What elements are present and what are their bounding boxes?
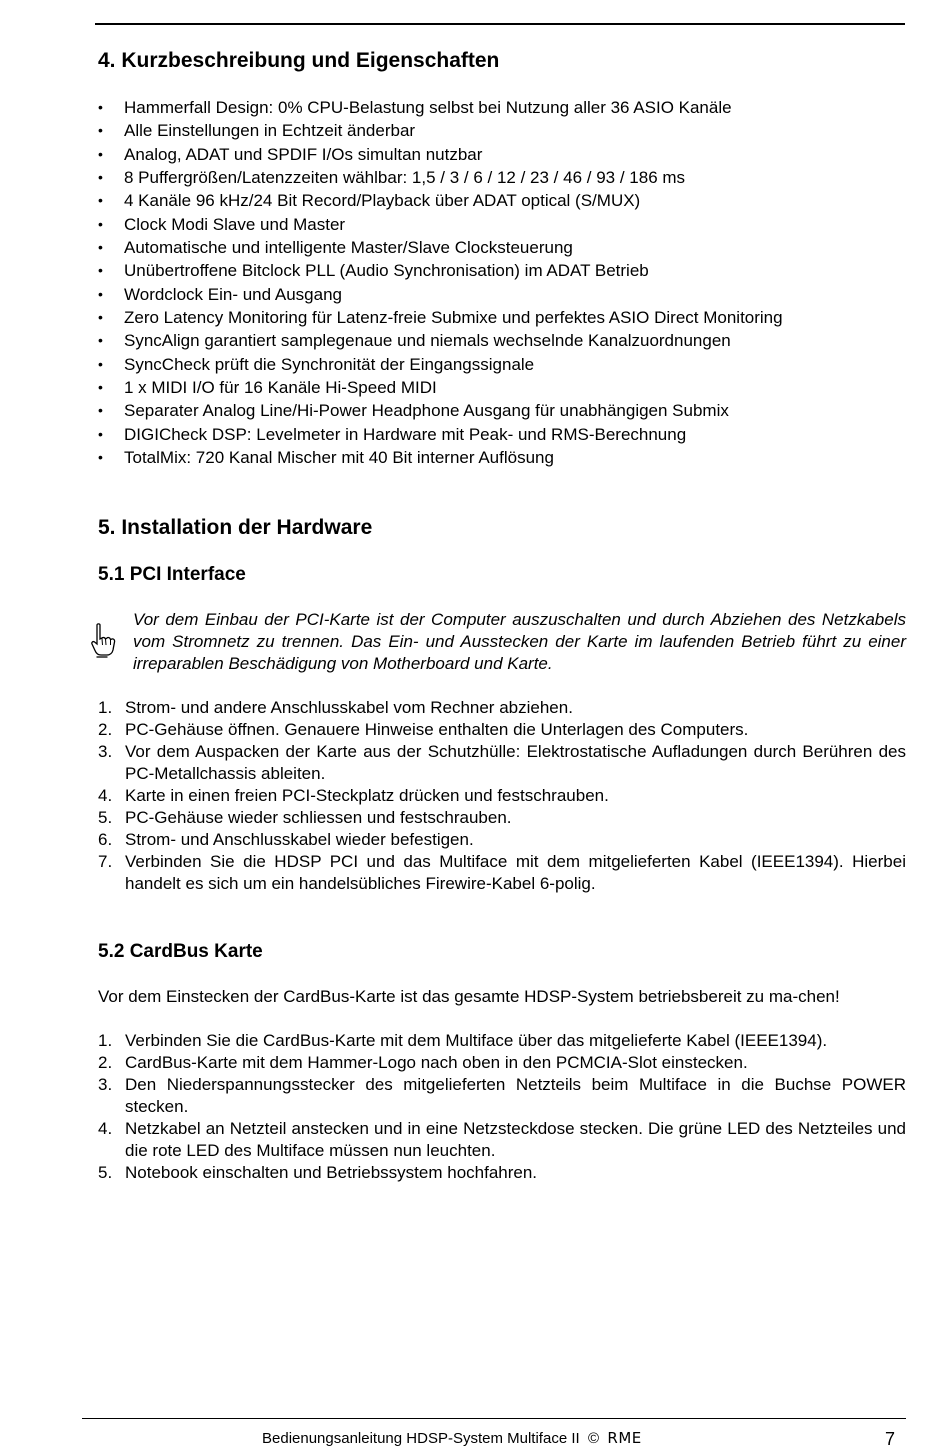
footer-text	[262, 1428, 642, 1449]
feature-item: • TotalMix: 720 Kanal Mischer mit 40 Bit interner Auflösung	[98, 446, 906, 469]
feature-item: • Separater Analog Line/Hi-Power Headphone Ausgang für unabhängigen Submix	[98, 399, 906, 422]
feature-item: • Zero Latency Monitoring für Latenz-freie Submixe und perfektes ASIO Direct Monitoring	[98, 306, 906, 329]
feature-item: • DIGICheck DSP: Levelmeter in Hardware mit Peak- und RMS-Berechnung	[98, 423, 906, 446]
step-text: PC-Gehäuse öffnen. Genauere Hinweise enthalten die Unterlagen des Computers.	[125, 719, 749, 739]
step-item	[98, 829, 906, 851]
step-text: Strom- und andere Anschlusskabel vom Rechner abziehen.	[125, 697, 573, 717]
step-number: 5.	[98, 807, 113, 827]
footer-rule	[82, 1418, 906, 1419]
step-text: Notebook einschalten und Betriebssystem hochfahren.	[125, 1162, 538, 1182]
warning-note-text: Vor dem Einbau der PCI-Karte ist der Computer auszuschalten und durch Abziehen des Netzkabels vom Stromnetz zu trennen. Das Ein- und Ausstecken der Karte im laufenden Betrieb führt zu einer irreparablen Beschädigung von Motherboard und Karte.	[133, 609, 906, 673]
feature-item: • SyncAlign garantiert samplegenaue und niemals wechselnde Kanalzuordnungen	[98, 329, 906, 352]
step-number: 5.	[98, 1162, 113, 1182]
step-text: CardBus-Karte mit dem Hammer-Logo nach oben in den PCMCIA-Slot einstecken.	[125, 1052, 748, 1072]
feature-list	[98, 96, 906, 470]
section-5-heading: 5. Installation der Hardware	[98, 515, 373, 539]
step-number: 1.	[98, 697, 113, 717]
step-item	[98, 851, 906, 895]
step-number: 3.	[98, 741, 113, 761]
step-text: Karte in einen freien PCI-Steckplatz drücken und festschrauben.	[125, 785, 609, 805]
step-item	[98, 741, 906, 785]
feature-item: • 8 Puffergrößen/Latenzzeiten wählbar: 1,5 / 3 / 6 / 12 / 23 / 46 / 93 / 186 ms	[98, 166, 906, 189]
section-4-heading: 4. Kurzbeschreibung und Eigenschaften	[98, 49, 500, 72]
section-5-1-heading: 5.1 PCI Interface	[98, 563, 246, 585]
step-item	[98, 785, 906, 807]
rme-logo: RME	[607, 1429, 642, 1447]
cardbus-steps-list	[98, 1030, 906, 1184]
step-item	[98, 1162, 906, 1184]
header-rule	[95, 23, 905, 25]
page-content	[98, 48, 906, 1184]
step-text: Den Niederspannungsstecker des mitgelieferten Netzteils beim Multiface in die Buchse POWER stecken.	[125, 1074, 906, 1116]
step-number: 3.	[98, 1074, 113, 1094]
feature-item: • Clock Modi Slave und Master	[98, 213, 906, 236]
feature-item: • 1 x MIDI I/O für 16 Kanäle Hi-Speed MIDI	[98, 376, 906, 399]
step-text: PC-Gehäuse wieder schliessen und festschrauben.	[125, 807, 512, 827]
page-number: 7	[885, 1429, 896, 1449]
step-text: Strom- und Anschlusskabel wieder befestigen.	[125, 829, 474, 849]
pointing-hand-icon	[90, 623, 116, 661]
step-number: 2.	[98, 719, 113, 739]
step-item	[98, 1030, 906, 1052]
feature-item: • Wordclock Ein- und Ausgang	[98, 283, 906, 306]
feature-item: • Automatische und intelligente Master/Slave Clocksteuerung	[98, 236, 906, 259]
step-number: 4.	[98, 1118, 113, 1138]
step-item	[98, 1118, 906, 1162]
cardbus-intro: Vor dem Einstecken der CardBus-Karte ist das gesamte HDSP-System betriebsbereit zu ma-chen!	[98, 986, 840, 1006]
step-number: 1.	[98, 1030, 113, 1050]
feature-item: • Unübertroffene Bitclock PLL (Audio Synchronisation) im ADAT Betrieb	[98, 259, 906, 282]
step-item	[98, 807, 906, 829]
step-text: Vor dem Auspacken der Karte aus der Schutzhülle: Elektrostatische Aufladungen durch Berühren des PC-Metallchassis ableiten.	[125, 741, 906, 783]
step-item	[98, 1074, 906, 1118]
warning-note	[98, 609, 906, 675]
step-number: 7.	[98, 851, 113, 871]
section-5-2-heading: 5.2 CardBus Karte	[98, 940, 263, 962]
step-number: 2.	[98, 1052, 113, 1072]
step-text: Verbinden Sie die CardBus-Karte mit dem Multiface über das mitgelieferte Kabel (IEEE1394).	[125, 1030, 828, 1050]
feature-item: • Alle Einstellungen in Echtzeit änderbar	[98, 119, 906, 142]
step-item	[98, 697, 906, 719]
feature-item: • Analog, ADAT und SPDIF I/Os simultan nutzbar	[98, 143, 906, 166]
step-item	[98, 1052, 906, 1074]
step-number: 6.	[98, 829, 113, 849]
step-number: 4.	[98, 785, 113, 805]
step-text: Netzkabel an Netzteil anstecken und in eine Netzsteckdose stecken. Die grüne LED des Netzteiles und die rote LED des Multiface müssen nun leuchten.	[125, 1118, 906, 1160]
feature-item: • Hammerfall Design: 0% CPU-Belastung selbst bei Nutzung aller 36 ASIO Kanäle	[98, 96, 906, 119]
feature-item: • 4 Kanäle 96 kHz/24 Bit Record/Playback über ADAT optical (S/MUX)	[98, 189, 906, 212]
step-text: Verbinden Sie die HDSP PCI und das Multiface mit dem mitgelieferten Kabel (IEEE1394). Hierbei handelt es sich um ein handelsübliches Firewire-Kabel 6-polig.	[125, 851, 906, 893]
pci-steps-list	[98, 697, 906, 895]
feature-item: • SyncCheck prüft die Synchronität der Eingangssignale	[98, 353, 906, 376]
step-item	[98, 719, 906, 741]
footer-title: Bedienungsanleitung HDSP-System Multiface II ©	[262, 1430, 608, 1447]
